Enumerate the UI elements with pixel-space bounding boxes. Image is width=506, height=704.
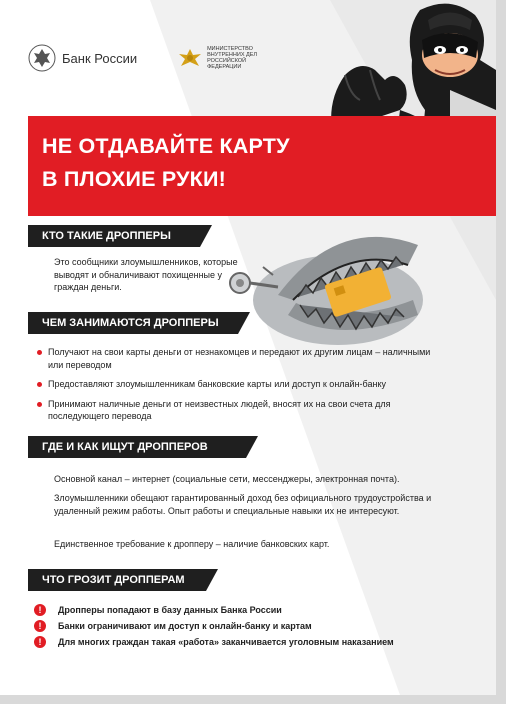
bullet-dot-icon [37, 382, 42, 387]
banner-title-line1: НЕ ОТДАВАЙТЕ КАРТУ [42, 134, 290, 158]
banner-title-line2: В ПЛОХИЕ РУКИ! [42, 167, 227, 191]
bank-of-russia-logo [28, 44, 137, 72]
section-what-list [34, 346, 444, 430]
section-where-title: ГДЕ И КАК ИЩУТ ДРОППЕРОВ [42, 441, 208, 453]
list-item: Принимают наличные деньги от неизвестных людей, вносят их на свои счета для последующего перевода [34, 398, 444, 423]
warning-icon: ! [34, 604, 46, 616]
section-who-text: Это сообщники злоумышленников, которые выводят и обналичивают похищенные у граждан деньги. [54, 257, 238, 292]
bank-logo-text: Банк России [62, 50, 138, 66]
list-item: ! Дропперы попадают в базу данных Банка России [34, 602, 394, 618]
section-where-p3: Единственное требование к дропперу – наличие банковских карт. [54, 539, 330, 549]
warning-icon: ! [34, 636, 46, 648]
section-where-header [28, 436, 246, 458]
mvd-logo-text: МИНИСТЕРСТВО ВНУТРЕННИХ ДЕЛ РОССИЙСКОЙ ФЕДЕРАЦИИ [207, 46, 258, 70]
warning-icon: ! [34, 620, 46, 632]
section-what-header [28, 312, 238, 334]
section-threat-list [34, 602, 394, 650]
mvd-emblem-icon [177, 47, 203, 69]
list-item: ! Банки ограничивают им доступ к онлайн-банку и картам [34, 618, 394, 634]
mvd-logo [177, 46, 277, 70]
bullet-dot-icon [37, 350, 42, 355]
bullet-dot-icon [37, 402, 42, 407]
logo-row [28, 38, 277, 78]
section-threat-header [28, 569, 206, 591]
section-what-title: ЧЕМ ЗАНИМАЮТСЯ ДРОППЕРЫ [42, 317, 219, 329]
banner-title [42, 130, 322, 196]
list-item: Предоставляют злоумышленникам банковские карты или доступ к онлайн-банку [34, 378, 444, 391]
eagle-emblem-icon [28, 44, 56, 72]
section-where-p2: Злоумышленники обещают гарантированный доход без официального трудоустройства и удаленный режим работы. Опыт работы и специальные навыки их не интересуют. [54, 493, 432, 516]
section-who-title: КТО ТАКИЕ ДРОППЕРЫ [42, 230, 171, 242]
list-item: Получают на свои карты деньги от незнакомцев и передают их другим лицам – наличными или переводом [34, 346, 444, 371]
section-where-p1: Основной канал – интернет (социальные сети, мессенджеры, электронная почта). [54, 474, 400, 484]
list-item: ! Для многих граждан такая «работа» заканчивается уголовным наказанием [34, 634, 394, 650]
section-who-header [28, 225, 200, 247]
section-threat-title: ЧТО ГРОЗИТ ДРОППЕРАМ [42, 574, 185, 586]
bear-trap-illustration [218, 205, 428, 365]
